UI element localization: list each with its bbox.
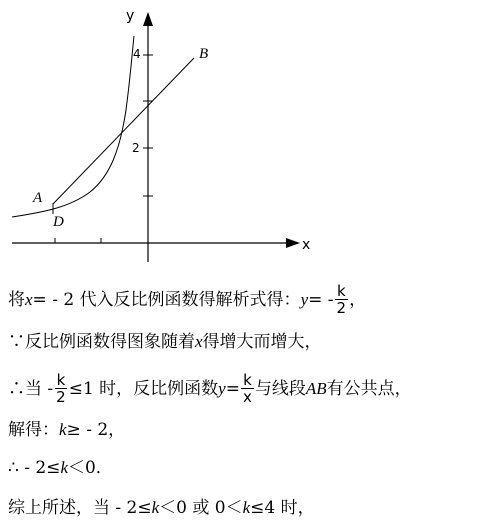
line1-eq: = -	[308, 289, 334, 310]
coordinate-figure	[0, 0, 484, 262]
line4-post: ≥ - 2，	[66, 420, 126, 440]
y-tick-label-4: 4	[133, 47, 141, 61]
frac-denominator: x	[242, 388, 252, 406]
line3-pre: ∴当 -	[8, 378, 54, 399]
line3-post: 有公共点，	[326, 378, 412, 399]
text-line-6	[8, 498, 315, 518]
line2-post: 得增大而增大，	[202, 332, 322, 352]
line1-post: ，	[349, 289, 367, 310]
line4-var-k: k	[59, 420, 67, 439]
point-B-label: B	[199, 46, 209, 62]
line6-pre: 综上所述，当 - 2≤	[8, 498, 152, 518]
line1-var-x: x	[25, 289, 33, 309]
segment-AB	[53, 58, 194, 204]
line6-var-k1: k	[151, 498, 160, 517]
frac-numerator: k	[56, 371, 66, 389]
line5-post: ＜0．	[67, 458, 113, 478]
x-axis-arrow	[286, 238, 300, 248]
x-axis-label: x	[302, 237, 311, 253]
line1-pre: 将	[8, 289, 25, 310]
text-line-1	[8, 283, 366, 316]
line4-pre: 解得：	[8, 420, 59, 440]
frac-numerator: k	[243, 371, 252, 389]
point-D-label: D	[53, 214, 64, 230]
hyperbola-curve	[12, 36, 134, 217]
text-line-2	[8, 332, 322, 352]
line5-var-k: k	[60, 458, 68, 477]
y-tick-label-2: 2	[132, 141, 140, 155]
line3-eq: =	[225, 378, 240, 399]
point-A-label: A	[33, 190, 43, 206]
text-line-3	[8, 372, 412, 405]
line1-var-y: y	[300, 289, 309, 309]
line3-mid2: 与线段	[254, 378, 306, 399]
y-axis-label: y	[126, 8, 135, 24]
fraction-k-over-2	[54, 372, 68, 405]
line5-pre: ∴ - 2≤	[8, 458, 61, 478]
fraction-k-over-2	[335, 283, 349, 316]
line6-mid: ＜0 或 0＜	[159, 498, 243, 518]
frac-numerator: k	[336, 282, 346, 300]
text-line-5	[8, 458, 113, 478]
frac-denominator: 2	[56, 388, 66, 406]
line3-mid1: ≤1 时，反比例函数	[68, 378, 219, 399]
fraction-k-over-x	[241, 372, 254, 405]
y-axis-arrow	[143, 12, 153, 26]
frac-denominator: 2	[336, 299, 347, 317]
line3-segment-AB: AB	[305, 378, 327, 398]
line6-var-k2: k	[242, 498, 251, 517]
line1-mid: = - 2 代入反比例函数得解析式得：	[32, 289, 301, 310]
text-line-4	[8, 420, 125, 440]
line6-post: ≤4 时，	[250, 498, 315, 518]
line2-var-x: x	[195, 332, 203, 351]
line3-var-y: y	[218, 378, 226, 398]
line2-pre: ∵反比例函数得图象随着	[8, 332, 195, 352]
